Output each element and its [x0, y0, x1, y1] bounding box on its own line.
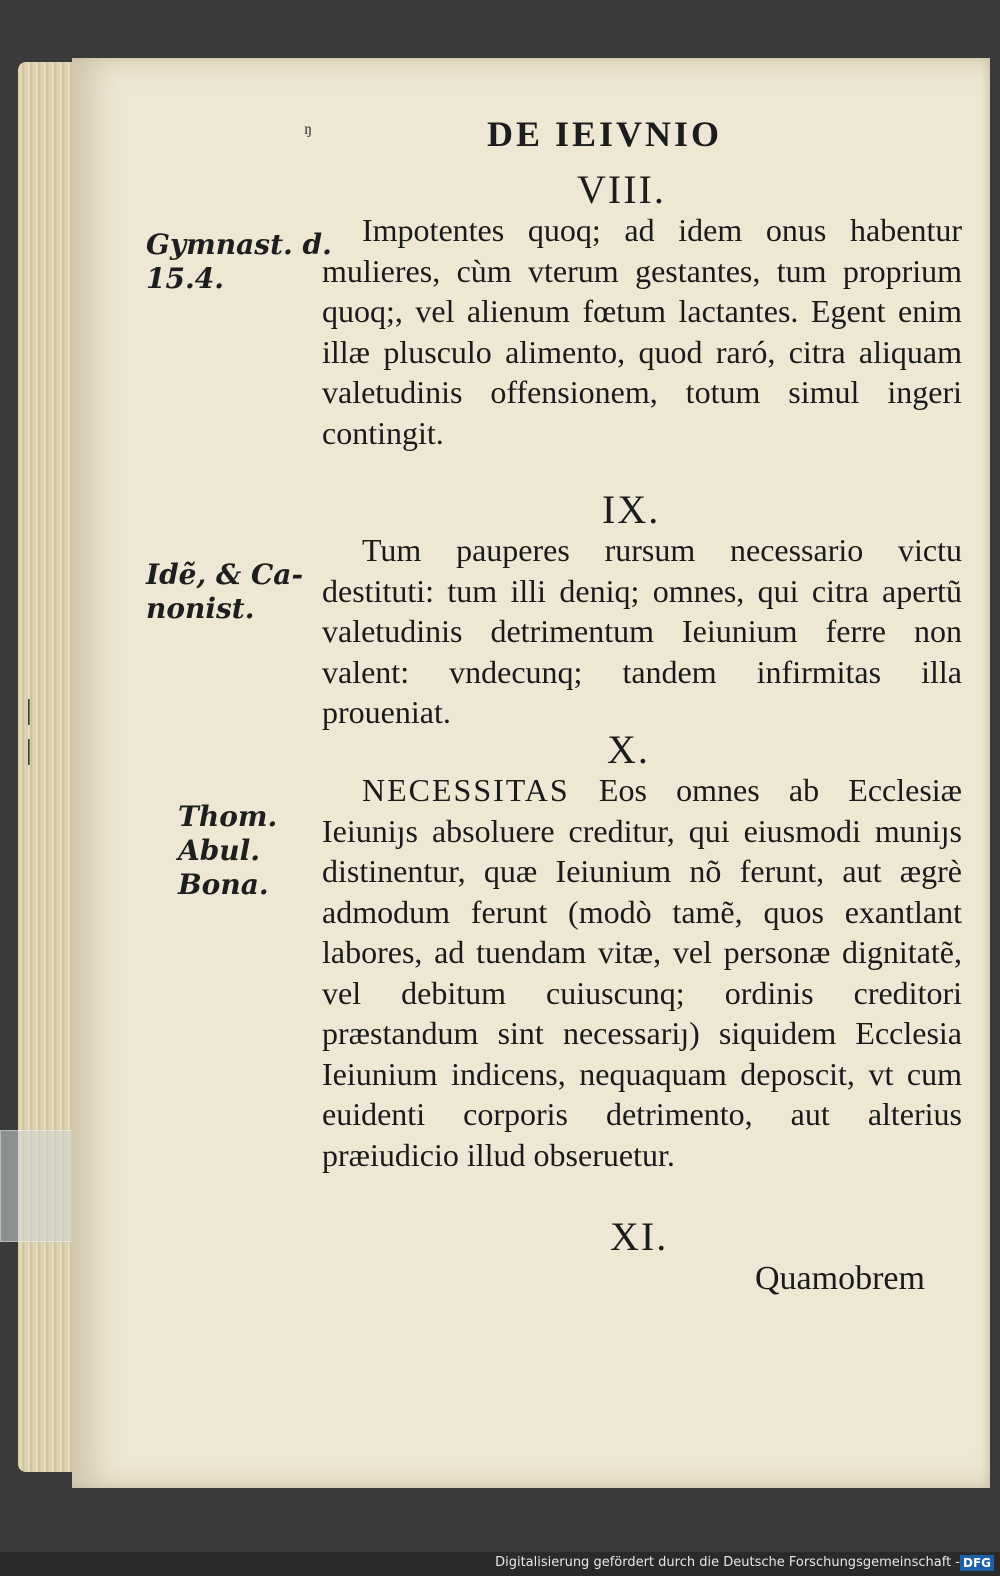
section-number: VIII. — [577, 167, 666, 212]
dfg-logo: DFG — [960, 1555, 994, 1571]
edge-mark: | — [26, 735, 32, 766]
margin-note-line: 15.4. — [146, 262, 224, 295]
footer-credit: Digitalisierung gefördert durch die Deutsche Forschungsgemeinschaft - — [495, 1555, 960, 1570]
section-number: IX. — [602, 487, 661, 532]
margin-note — [146, 558, 303, 626]
paragraph: Tum pauperes rursum necessario victu destituti: tum illi deniq; omnes, qui citra apertũ valetudinis detrimentum Ieiunium ferre non valent: vndecunq; tandem infirmitas illa proueniat. — [322, 532, 962, 730]
paragraph-text: Eos omnes ab Ecclesiæ Ieiuniȷs absoluere creditur, qui eiusmodi muniȷs distinentur, quæ Ieiunium nõ ferunt, aut ægrè admodum ferunt (modò tamẽ, quos exantlant labores, ad tuendam vitæ, vel personæ dignitatẽ, vel debitum cuiuscunq; ordinis creditori præstandum sint necessariȷ) siquidem Ecclesia Ieiunium indicens, nequaquam deposcit, vt cum euidenti corporis detrimento, aut alterius præiudicio illud obseruetur. — [322, 772, 963, 1173]
margin-note-line: Abul. — [178, 834, 261, 867]
margin-note-line: Bona. — [178, 868, 269, 901]
lead-word: NECESSITAS — [362, 772, 570, 808]
header-mark: ᵑ — [304, 118, 312, 147]
margin-note-line: Thom. — [178, 800, 278, 833]
margin-note-line: Gymnast. d. — [146, 228, 332, 261]
paragraph — [322, 770, 962, 1175]
paragraph: Impotentes quoq; ad idem onus habentur mulieres, cùm vterum gestantes, tum proprium quoq;, vel alienum fœtum lactantes. Egent enim illæ plusculo alimento, quod raró, citra aliquam valetudinis offensionem, totum simul ingeri contingit. — [322, 212, 962, 451]
running-title: DE IEIVNIO — [487, 114, 723, 154]
book-page — [72, 58, 990, 1488]
catchword: Quamobrem — [755, 1260, 925, 1297]
margin-note-line: nonist. — [146, 592, 255, 625]
footer-bar — [0, 1552, 1000, 1576]
margin-note-line: Idẽ, & Ca- — [146, 558, 304, 591]
margin-note — [146, 228, 332, 296]
margin-note — [178, 800, 277, 902]
edge-mark: | — [26, 695, 32, 726]
section-number: X. — [607, 727, 650, 772]
section-number: XI. — [610, 1214, 669, 1259]
